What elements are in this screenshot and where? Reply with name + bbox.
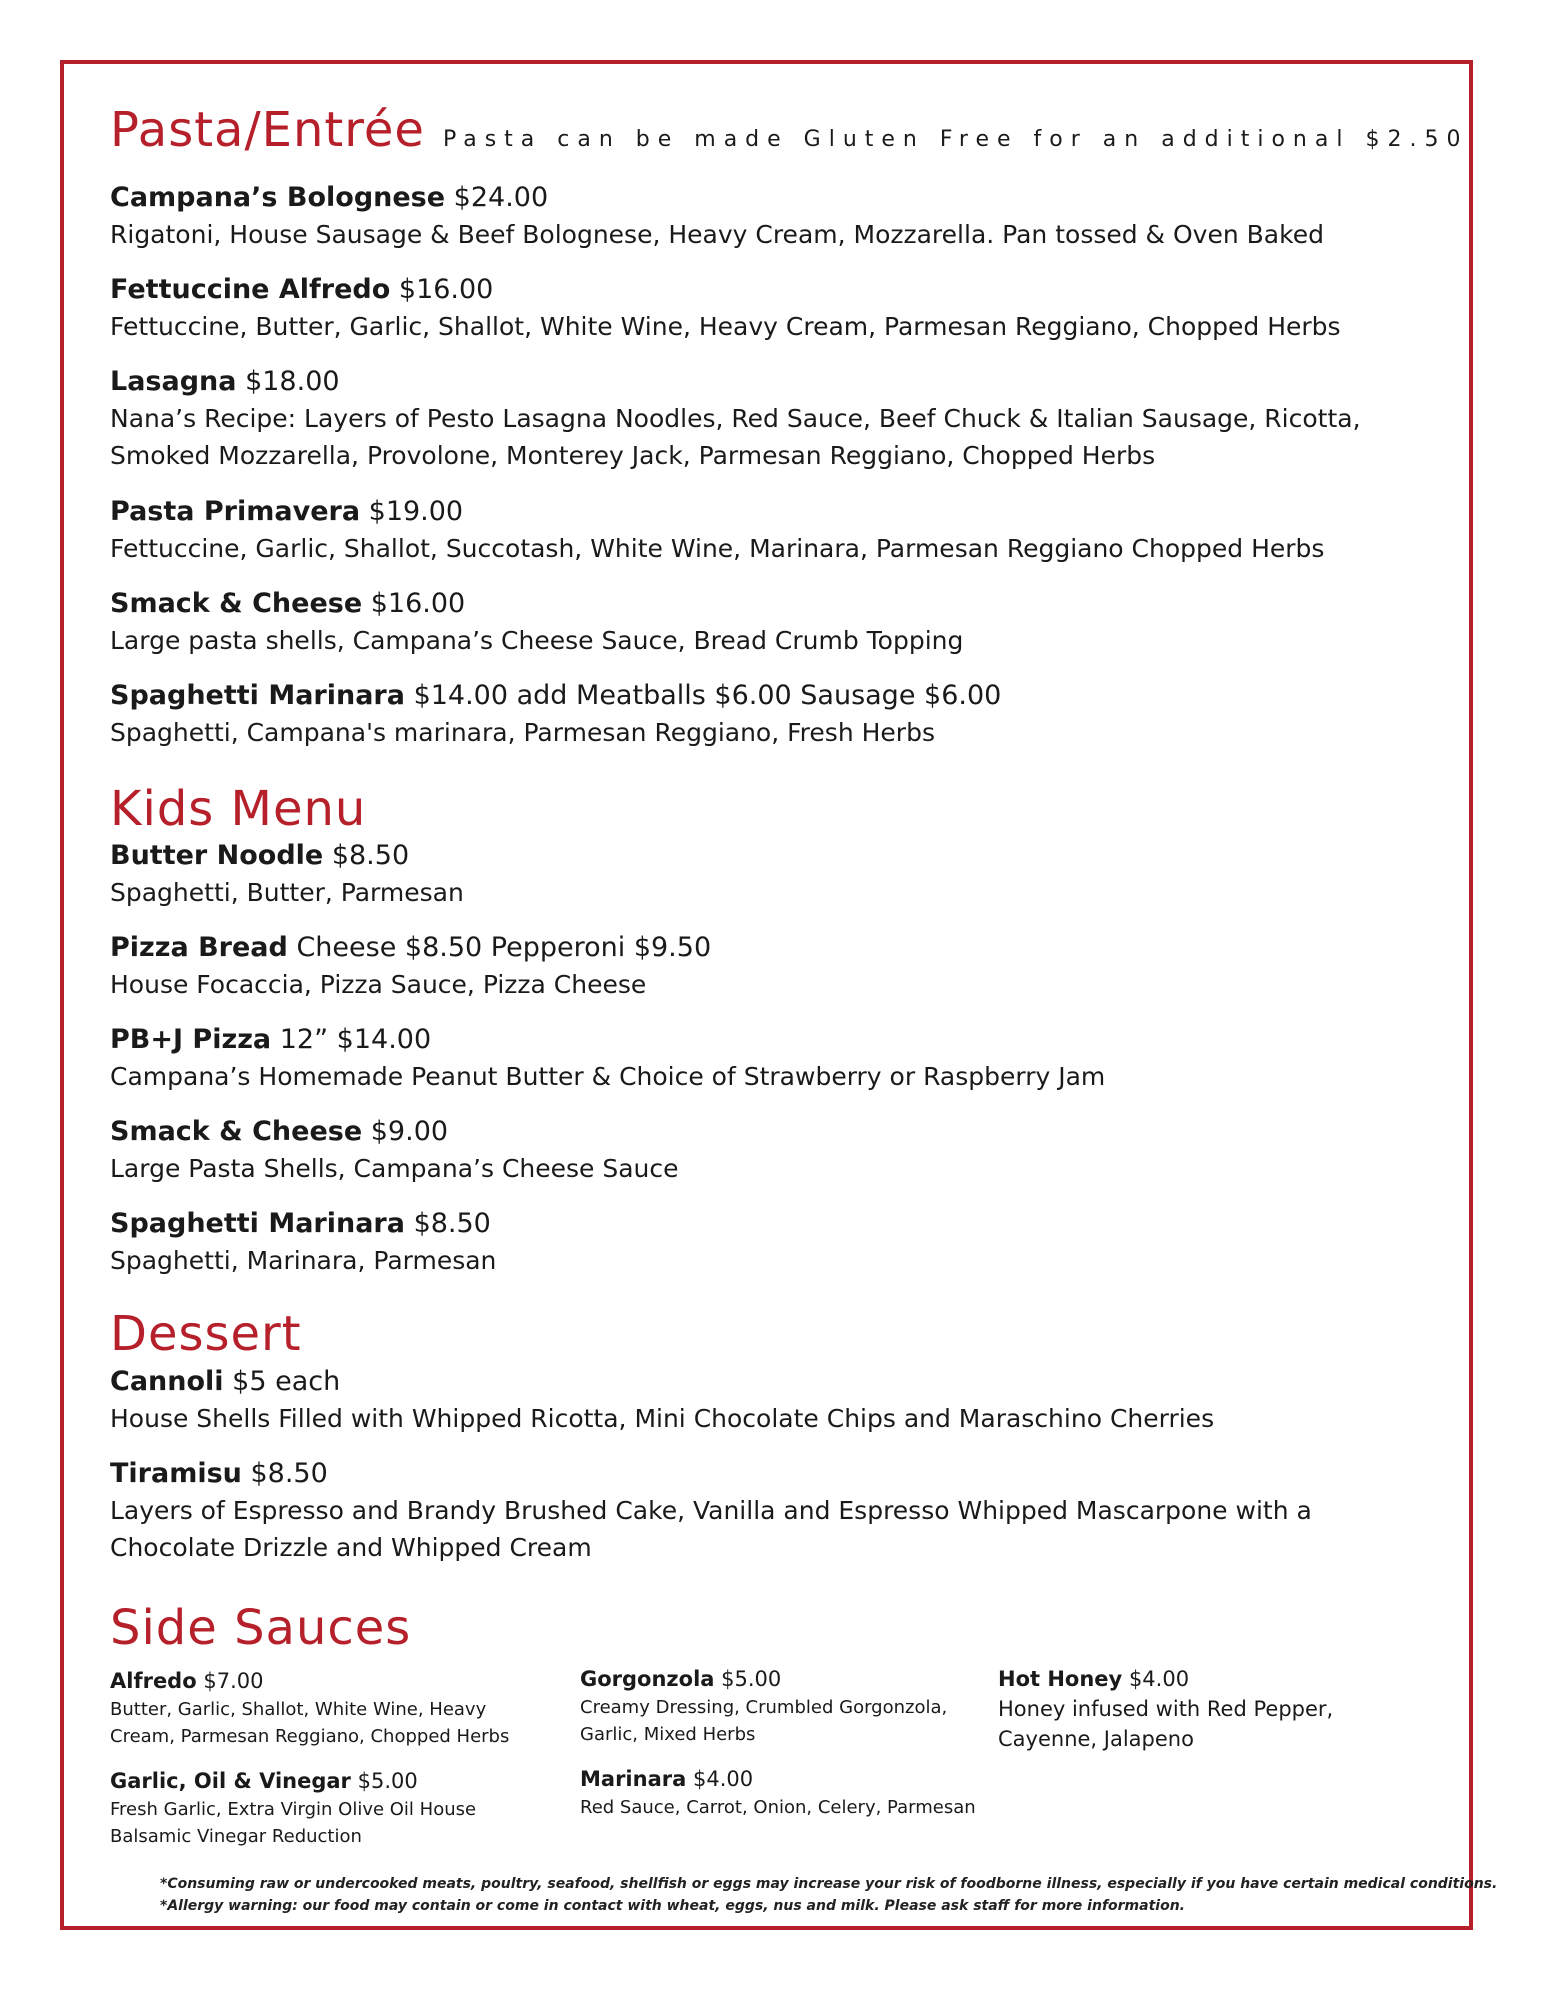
item-description: Layers of Espresso and Brandy Brushed Cake, Vanilla and Espresso Whipped Mascarpone with a Chocolate Drizzle and Whipped Cream: [110, 1496, 1312, 1562]
sauce-description: Honey infused with Red Pepper, Cayenne, Jalapeno: [998, 1697, 1334, 1751]
item-name: Smack & Cheese: [110, 588, 363, 619]
item-description: Large Pasta Shells, Campana’s Cheese Sauce: [110, 1154, 679, 1183]
item-price: $5 each: [232, 1366, 341, 1397]
menu-item: [110, 1114, 1440, 1187]
menu-item: [110, 1456, 1440, 1566]
item-price: Cheese $8.50 Pepperoni $9.50: [296, 932, 712, 963]
sauce-price: $5.00: [721, 1667, 782, 1691]
item-price: $16.00: [398, 274, 494, 305]
item-description: House Focaccia, Pizza Sauce, Pizza Cheese: [110, 970, 647, 999]
item-name: PB+J Pizza: [110, 1024, 272, 1055]
item-name: Cannoli: [110, 1366, 224, 1397]
sauce-price: $4.00: [1128, 1667, 1190, 1691]
item-description: Spaghetti, Marinara, Parmesan: [110, 1246, 497, 1275]
item-name: Spaghetti Marinara: [110, 1208, 405, 1239]
menu-item: [110, 1206, 1440, 1279]
item-description: Campana’s Homemade Peanut Butter & Choice of Strawberry or Raspberry Jam: [110, 1062, 1106, 1091]
sauce-item: [110, 1766, 540, 1850]
menu-item: [110, 1022, 1440, 1095]
item-name: Tiramisu: [110, 1458, 242, 1489]
item-price: 12” $14.00: [279, 1024, 432, 1055]
sauce-price: $4.00: [692, 1767, 754, 1791]
item-description: House Shells Filled with Whipped Ricotta, Mini Chocolate Chips and Maraschino Cherries: [110, 1404, 1215, 1433]
menu-item: [110, 180, 1440, 253]
sauce-name: Hot Honey: [998, 1667, 1123, 1691]
sauce-description: Creamy Dressing, Crumbled Gorgonzola, Garlic, Mixed Herbs: [580, 1697, 948, 1745]
gluten-free-note: Pasta can be made Gluten Free for an additional $2.50: [442, 127, 1469, 152]
food-safety-footnote: *Consuming raw or undercooked meats, poultry, seafood, shellfish or eggs may increase your risk of foodborne illness, especially if you have certain medical conditions.: [160, 1876, 1498, 1892]
item-name: Spaghetti Marinara: [110, 680, 405, 711]
item-description: Nana’s Recipe: Layers of Pesto Lasagna Noodles, Red Sauce, Beef Chuck & Italian Sausage, Ricotta, Smoked Mozzarella, Provolone, Monterey Jack, Parmesan Reggiano, Chopped Herbs: [110, 404, 1361, 470]
sauce-item: [580, 1664, 980, 1748]
item-name: Pizza Bread: [110, 932, 288, 963]
item-price: $16.00: [370, 588, 466, 619]
item-description: Spaghetti, Butter, Parmesan: [110, 878, 464, 907]
sauce-name: Alfredo: [110, 1669, 197, 1693]
item-price: $19.00: [368, 496, 464, 527]
sauce-name: Garlic, Oil & Vinegar: [110, 1769, 351, 1793]
item-name: Lasagna: [110, 366, 237, 397]
item-price: $8.50: [250, 1458, 328, 1489]
item-name: Butter Noodle: [110, 840, 324, 871]
allergy-footnote: *Allergy warning: our food may contain or come in contact with wheat, eggs, nus and milk. Please ask staff for more information.: [160, 1898, 1185, 1914]
menu-item: [110, 1364, 1440, 1437]
menu-item: [110, 678, 1440, 751]
menu-item: [110, 494, 1440, 567]
item-price: $8.50: [413, 1208, 491, 1239]
sauces-section-title: Side Sauces: [110, 1600, 412, 1656]
item-description: Spaghetti, Campana's marinara, Parmesan Reggiano, Fresh Herbs: [110, 718, 935, 747]
menu-item: [110, 364, 1440, 474]
item-price: $24.00: [453, 182, 549, 213]
sauce-item: [998, 1664, 1438, 1754]
item-description: Rigatoni, House Sausage & Beef Bolognese, Heavy Cream, Mozzarella. Pan tossed & Oven Baked: [110, 220, 1324, 249]
pasta-section-header: [110, 102, 1469, 158]
item-name: Smack & Cheese: [110, 1116, 363, 1147]
item-name: Campana’s Bolognese: [110, 182, 446, 213]
item-name: Pasta Primavera: [110, 496, 361, 527]
pasta-section-title: Pasta/Entrée: [110, 102, 425, 158]
dessert-section-title: Dessert: [110, 1306, 302, 1362]
menu-item: [110, 838, 1440, 911]
item-price: $18.00: [245, 366, 340, 397]
sauce-price: $5.00: [357, 1769, 418, 1793]
sauce-name: Gorgonzola: [580, 1667, 715, 1691]
sauce-description: Fresh Garlic, Extra Virgin Olive Oil House Balsamic Vinegar Reduction: [110, 1799, 477, 1847]
item-description: Large pasta shells, Campana’s Cheese Sauce, Bread Crumb Topping: [110, 626, 964, 655]
menu-item: [110, 930, 1440, 1003]
menu-item: [110, 586, 1440, 659]
sauce-description: Red Sauce, Carrot, Onion, Celery, Parmesan: [580, 1797, 976, 1818]
sauce-name: Marinara: [580, 1767, 687, 1791]
menu-item: [110, 272, 1440, 345]
sauce-item: [110, 1666, 540, 1750]
item-name: Fettuccine Alfredo: [110, 274, 391, 305]
sauce-description: Butter, Garlic, Shallot, White Wine, Heavy Cream, Parmesan Reggiano, Chopped Herbs: [110, 1699, 510, 1747]
sauce-item: [580, 1764, 980, 1821]
item-price: $9.00: [370, 1116, 449, 1147]
item-description: Fettuccine, Garlic, Shallot, Succotash, White Wine, Marinara, Parmesan Reggiano Chopped Herbs: [110, 534, 1325, 563]
kids-section-title: Kids Menu: [110, 781, 367, 837]
item-description: Fettuccine, Butter, Garlic, Shallot, White Wine, Heavy Cream, Parmesan Reggiano, Chopped Herbs: [110, 312, 1341, 341]
item-price: $14.00 add Meatballs $6.00 Sausage $6.00: [413, 680, 1002, 711]
sauce-price: $7.00: [203, 1669, 264, 1693]
item-price: $8.50: [331, 840, 410, 871]
